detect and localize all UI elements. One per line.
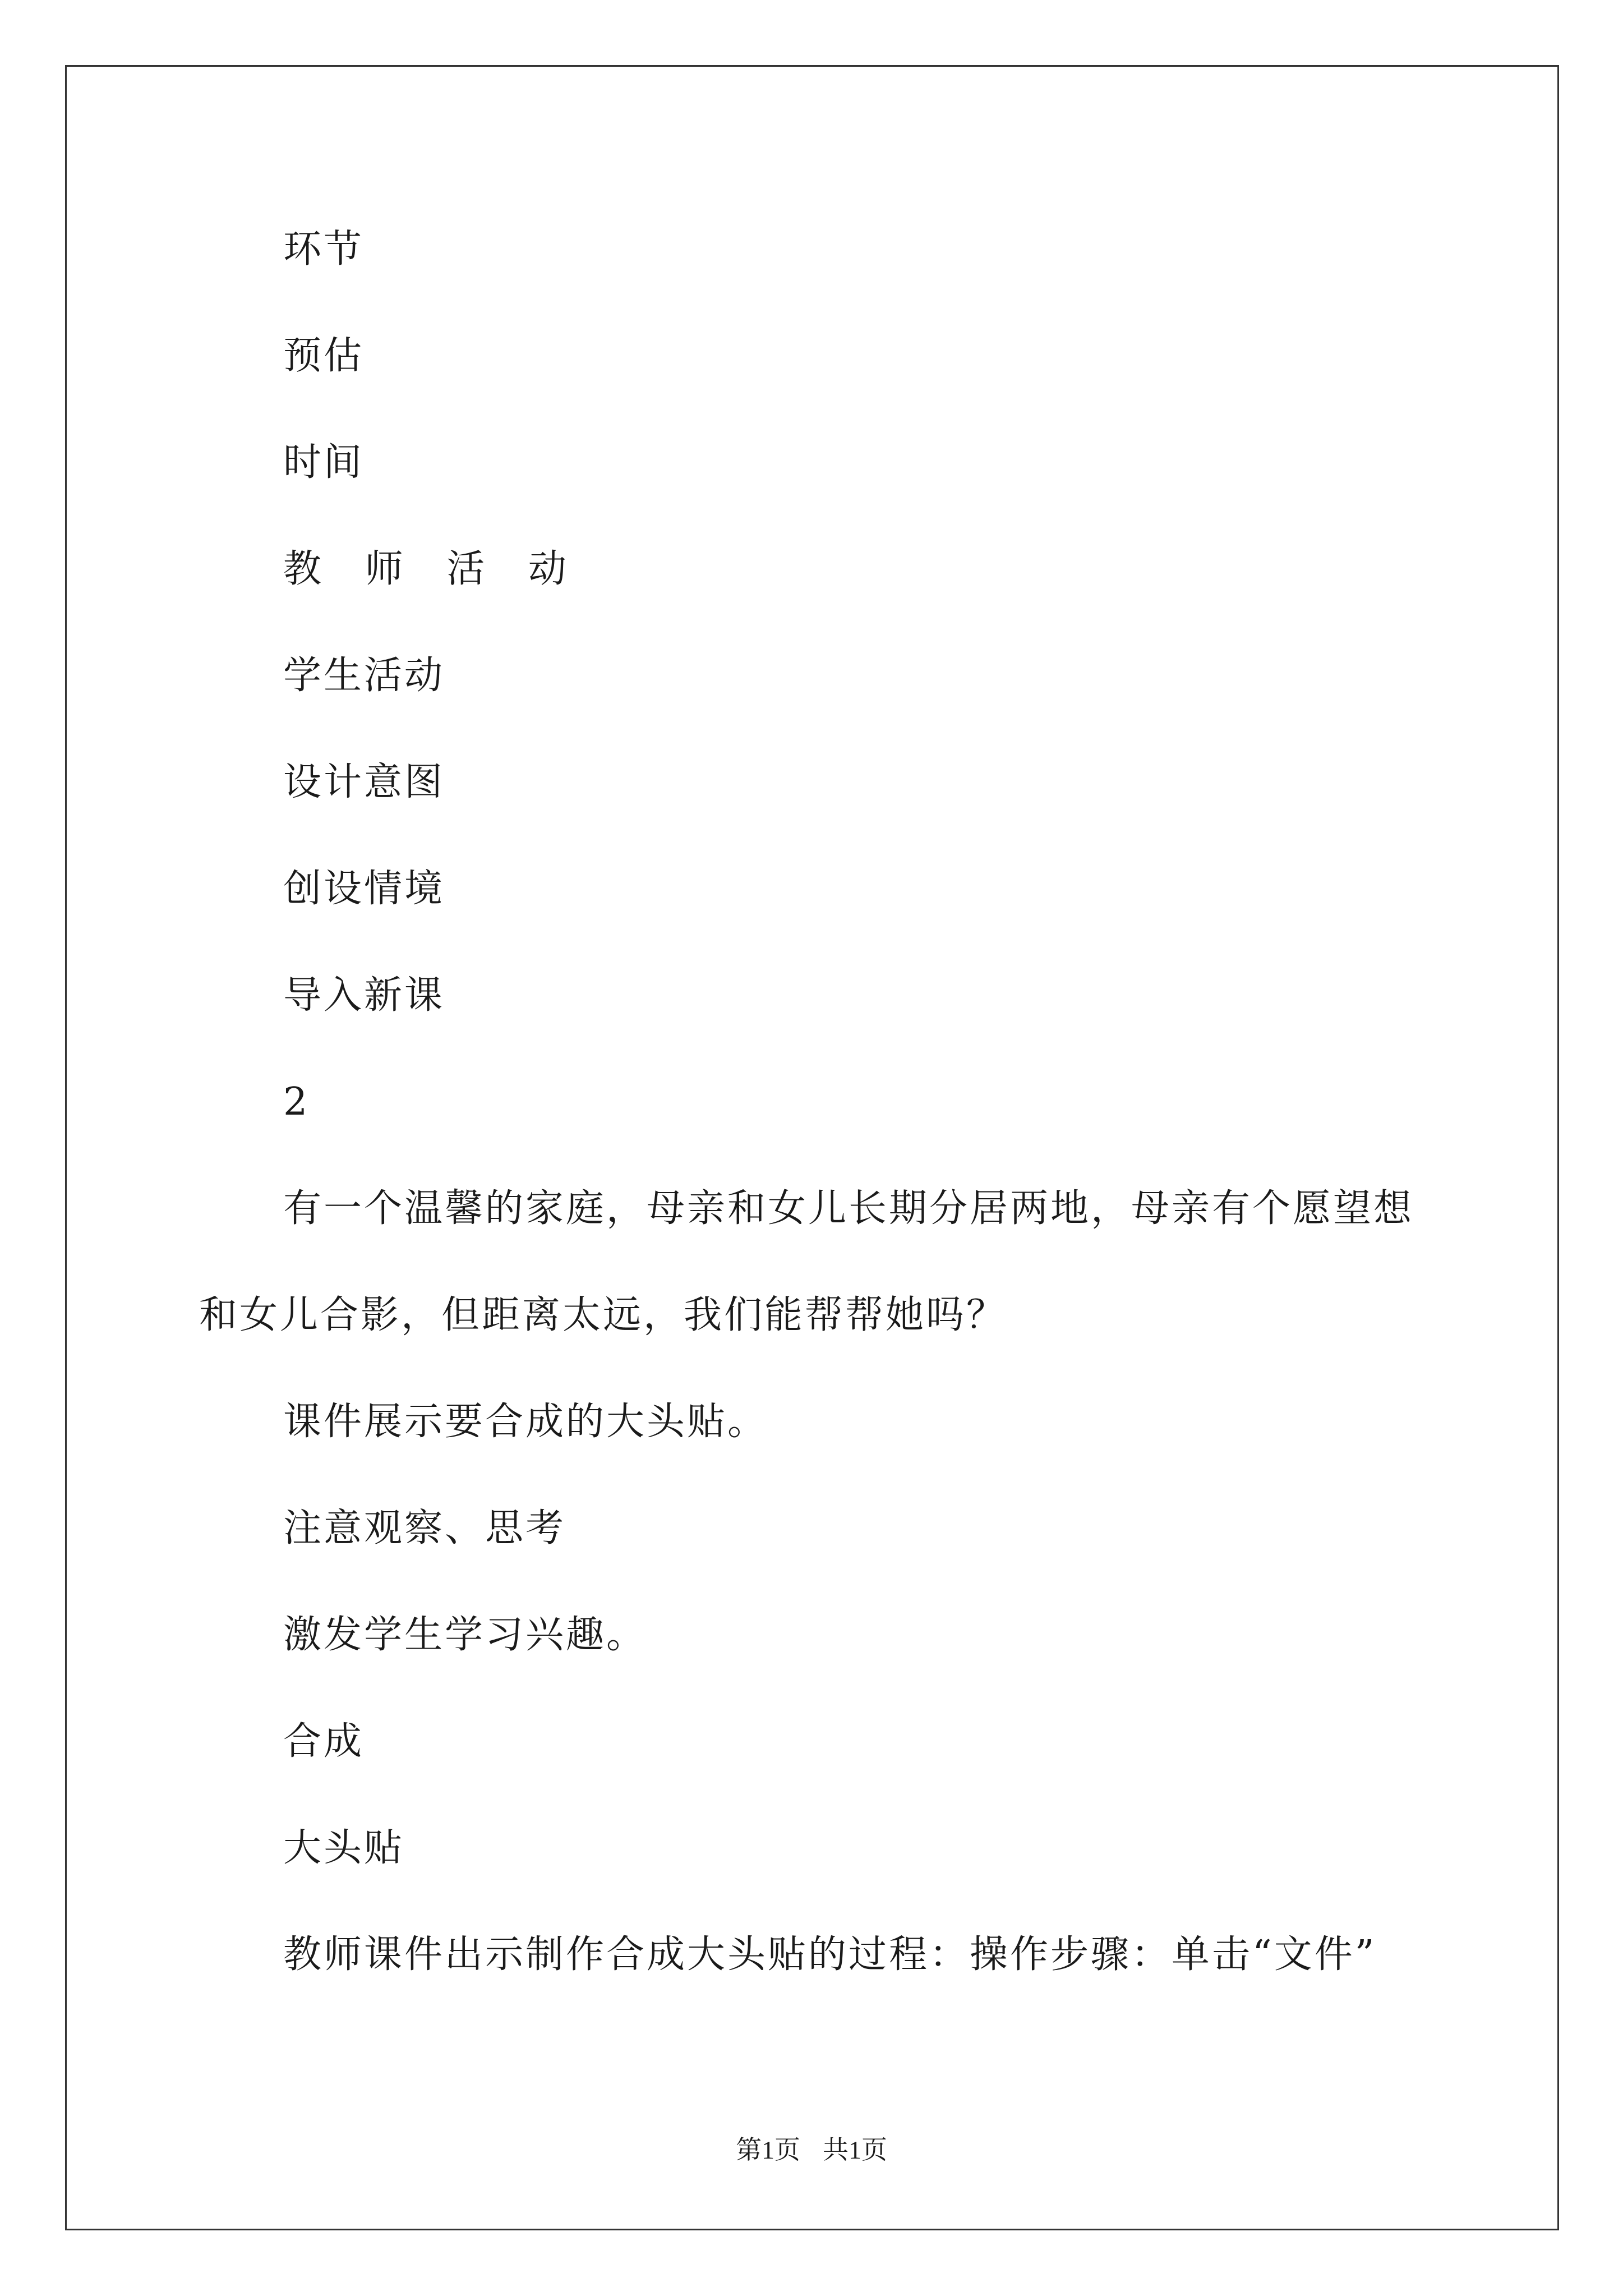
text-line-observe: 注意观察、思考 (283, 1506, 566, 1550)
text-line-courseware: 课件展示要合成的大头贴。 (283, 1400, 768, 1444)
text-line-photo-sticker: 大头贴 (283, 1826, 405, 1870)
text-line-estimate: 预估 (283, 334, 365, 378)
text-line-teacher-steps: 教师课件出示制作合成大头贴的过程：操作步骤：单击“文件” (283, 1932, 1377, 1977)
page-footer (0, 2134, 1623, 2166)
page-number-current: 第1页 (736, 2136, 800, 2164)
text-line-student-activity: 学生活动 (283, 654, 445, 698)
text-line-interest: 激发学生学习兴趣。 (283, 1613, 647, 1657)
text-line-section: 环节 (283, 227, 365, 272)
page-number-total: 共1页 (823, 2136, 887, 2164)
text-line-compose: 合成 (283, 1719, 365, 1764)
page-border (65, 65, 1559, 2230)
text-line-paragraph-1-cont: 和女儿合影，但距离太远，我们能帮帮她吗？ (199, 1293, 1007, 1337)
text-line-create-scenario: 创设情境 (283, 867, 445, 911)
text-line-time: 时间 (283, 440, 365, 485)
text-line-number: 2 (283, 1080, 310, 1124)
text-line-introduce-lesson: 导入新课 (283, 973, 445, 1018)
text-line-paragraph-1: 有一个温馨的家庭，母亲和女儿长期分居两地，母亲有个愿望想 (283, 1186, 1414, 1231)
text-line-teacher-activity: 教 师 活 动 (283, 547, 582, 591)
text-line-design-intent: 设计意图 (283, 760, 445, 804)
